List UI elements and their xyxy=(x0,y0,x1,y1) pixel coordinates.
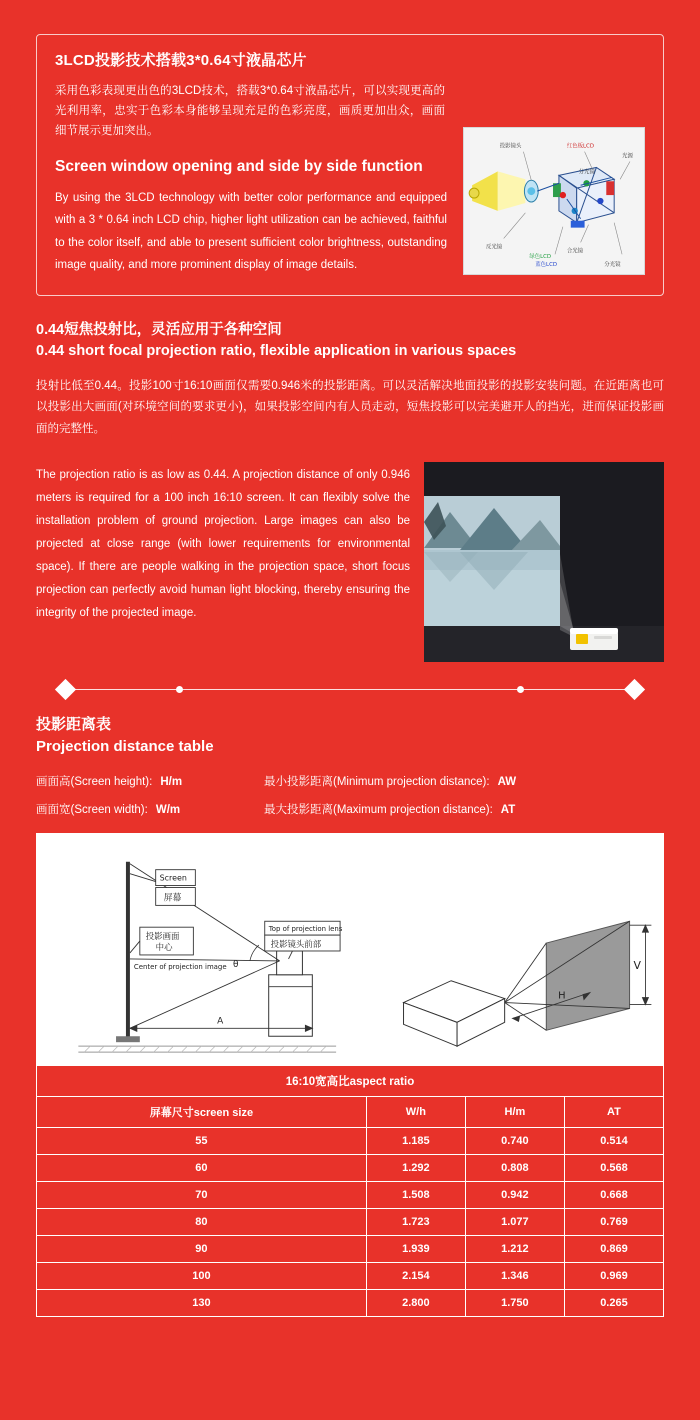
table-row xyxy=(37,1155,664,1182)
table-cell: 2.154 xyxy=(366,1263,465,1290)
table-cell: 55 xyxy=(37,1128,367,1155)
section2-content-row xyxy=(36,462,664,662)
table-cell: 1.723 xyxy=(366,1209,465,1236)
table-cell: 0.265 xyxy=(564,1290,663,1317)
legend-item xyxy=(264,801,664,817)
table-header-cell: AT xyxy=(564,1097,663,1128)
table-cell: 0.942 xyxy=(465,1182,564,1209)
section1-title-en: Screen window opening and side by side function xyxy=(55,157,423,175)
short-throw-projection-photo xyxy=(424,462,664,662)
table-row xyxy=(37,1182,664,1209)
svg-text:θ: θ xyxy=(233,960,239,971)
svg-text:V: V xyxy=(633,959,641,973)
table-cell: 90 xyxy=(37,1236,367,1263)
svg-text:红色板LCD: 红色板LCD xyxy=(566,143,594,150)
table-cell: 0.568 xyxy=(564,1155,663,1182)
table-caption-row xyxy=(37,1066,664,1097)
svg-text:Top of projection lens: Top of projection lens xyxy=(268,925,343,934)
legend-item xyxy=(36,801,264,817)
3lcd-light-path-diagram xyxy=(463,127,645,275)
table-cell: 0.869 xyxy=(564,1236,663,1263)
table-cell: 0.769 xyxy=(564,1209,663,1236)
table-cell: 1.077 xyxy=(465,1209,564,1236)
table-header-cell: W/h xyxy=(366,1097,465,1128)
section1-paragraph-cn: 采用色彩表现更出色的3LCD技术，搭载3*0.64寸液晶芯片，可以实现更高的光利用率，忠实于色彩本身能够呈现充足的色彩亮度，画质更加出众，画面细节展示更加突出。 xyxy=(55,84,445,137)
svg-text:H: H xyxy=(558,990,566,1002)
table-cell: 1.292 xyxy=(366,1155,465,1182)
table-cell: 130 xyxy=(37,1290,367,1317)
legend-item xyxy=(36,773,264,789)
divider-dot-right xyxy=(517,686,524,693)
svg-text:Center of projection image: Center of projection image xyxy=(133,963,227,972)
table-cell: 0.740 xyxy=(465,1128,564,1155)
section-short-throw xyxy=(36,320,664,662)
table-cell: 2.800 xyxy=(366,1290,465,1317)
section1-title-cn: 3LCD投影技术搭载3*0.64寸液晶芯片 xyxy=(55,52,307,69)
section2-title-en: 0.44 short focal projection ratio, flexible application in various spaces xyxy=(36,343,517,360)
svg-text:A: A xyxy=(217,1016,224,1027)
table-cell: 80 xyxy=(37,1209,367,1236)
legend-label: 最大投影距离(Maximum projection distance): xyxy=(264,804,493,817)
table-header-row xyxy=(37,1097,664,1128)
svg-text:反光镜: 反光镜 xyxy=(485,244,503,251)
table-caption: 16:10宽高比aspect ratio xyxy=(37,1066,664,1097)
table-header-cell: 屏幕尺寸screen size xyxy=(37,1097,367,1128)
divider-diamond-left xyxy=(55,679,76,700)
legend-label: 画面高(Screen height): xyxy=(36,776,153,789)
svg-text:蓝色LCD: 蓝色LCD xyxy=(535,262,558,269)
svg-text:投影镜头: 投影镜头 xyxy=(499,143,522,150)
svg-text:光源: 光源 xyxy=(622,153,633,160)
legend-label: 最小投影距离(Minimum projection distance): xyxy=(264,776,490,789)
svg-text:投影镜头前部: 投影镜头前部 xyxy=(270,939,322,950)
table-header-cell: H/m xyxy=(465,1097,564,1128)
legend-item xyxy=(264,773,664,789)
svg-text:投影画面: 投影画面 xyxy=(145,931,180,942)
table-row xyxy=(37,1209,664,1236)
table-row xyxy=(37,1290,664,1317)
table-cell: 1.212 xyxy=(465,1236,564,1263)
svg-text:屏幕: 屏幕 xyxy=(163,893,182,904)
table-cell: 0.668 xyxy=(564,1182,663,1209)
table-cell: 1.750 xyxy=(465,1290,564,1317)
svg-text:分光镜: 分光镜 xyxy=(604,262,621,269)
svg-text:分光镜: 分光镜 xyxy=(578,169,595,176)
table-cell: 1.185 xyxy=(366,1128,465,1155)
legend-grid xyxy=(36,773,664,817)
table-cell: 60 xyxy=(37,1155,367,1182)
table-row xyxy=(37,1236,664,1263)
table-row xyxy=(37,1128,664,1155)
table-cell: 1.939 xyxy=(366,1236,465,1263)
svg-text:合光镜: 合光镜 xyxy=(566,248,584,255)
legend-label: 画面宽(Screen width): xyxy=(36,804,148,817)
divider-diamond-right xyxy=(624,679,645,700)
section-divider xyxy=(36,680,664,700)
table-cell: 1.346 xyxy=(465,1263,564,1290)
divider-line xyxy=(66,689,634,690)
section-projection-distance xyxy=(36,714,664,1318)
divider-dot-left xyxy=(176,686,183,693)
feature-card-3lcd xyxy=(36,34,664,296)
table-row xyxy=(37,1263,664,1290)
svg-text:绿色LCD: 绿色LCD xyxy=(529,254,552,261)
projection-geometry-diagram xyxy=(36,833,664,1065)
projection-distance-table xyxy=(36,1065,664,1317)
svg-text:Screen: Screen xyxy=(159,873,187,883)
table-cell: 1.508 xyxy=(366,1182,465,1209)
table-cell: 100 xyxy=(37,1263,367,1290)
table-cell: 70 xyxy=(37,1182,367,1209)
legend-value: H/m xyxy=(160,776,183,789)
legend-value: AW xyxy=(497,776,517,789)
table-cell: 0.808 xyxy=(465,1155,564,1182)
section1-paragraph-en: By using the 3LCD technology with better color performance and equipped with a 3 * 0.64 inch LCD chip, higher light utilization can be achieved, faithful to the color itself, and able to present sufficient color brightness, outstanding image quality, and more prominent display of image details. xyxy=(55,192,447,272)
section3-title-cn: 投影距离表 xyxy=(36,715,112,733)
section2-paragraph-cn: 投射比低至0.44。投影100寸16:10画面仅需要0.946米的投影距离。可以灵活解决地面投影的投影安装问题。在近距离也可以投影出大画面(对环境空间的要求更小)，如果投影空间内有人员走动，短焦投影可以完美避开人的挡光，进而保证投影画面的完整性。 xyxy=(36,380,664,435)
table-cell: 0.969 xyxy=(564,1263,663,1290)
section2-title-cn: 0.44短焦投射比，灵活应用于各种空间 xyxy=(36,322,282,338)
table-cell: 0.514 xyxy=(564,1128,663,1155)
svg-text:中心: 中心 xyxy=(155,942,173,953)
legend-value: W/m xyxy=(155,804,181,817)
page-root xyxy=(0,34,700,1420)
section2-paragraph-en: The projection ratio is as low as 0.44. A projection distance of only 0.946 meters is required for a 100 inch 16:10 screen. It can flexibly solve the installation problem of ground projection. Large images can also be projected at close range (with lower requirements for environmental space). If there are people walking in the projection space, short focus projection can perfectly avoid human light blocking, thereby ensuring the integrity of the projected image. xyxy=(36,468,410,619)
section3-title-en: Projection distance table xyxy=(36,737,214,755)
legend-value: AT xyxy=(500,804,516,817)
